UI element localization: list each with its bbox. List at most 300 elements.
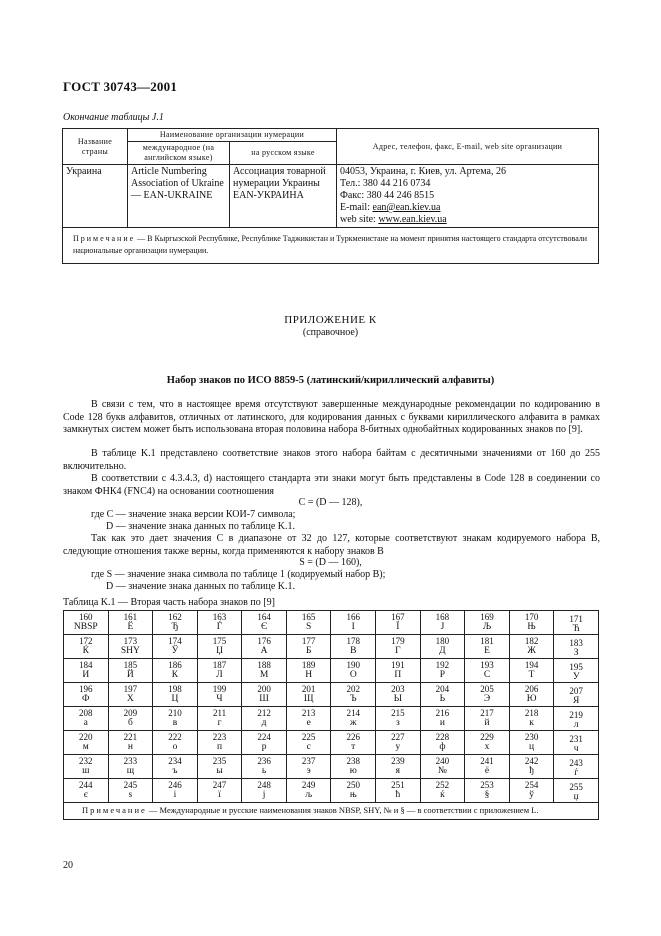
charset-cell — [153, 755, 198, 779]
char-glyph: о — [172, 742, 178, 752]
charset-cell — [197, 611, 242, 635]
charset-cell — [108, 659, 153, 683]
char-code: 189 — [301, 660, 316, 670]
charset-cell — [108, 635, 153, 659]
char-code: 186 — [168, 660, 182, 670]
charset-cell — [64, 611, 109, 635]
charset-cell — [554, 611, 599, 635]
charset-cell — [509, 659, 554, 683]
char-code: 212 — [257, 708, 271, 718]
table-row — [64, 779, 599, 803]
char-code: 251 — [391, 780, 405, 790]
char-code: 165 — [301, 612, 316, 622]
char-code: 174 — [168, 636, 182, 646]
char-glyph: й — [484, 718, 490, 728]
char-code: 173 — [123, 636, 138, 646]
char-code: 167 — [391, 612, 405, 622]
charset-cell — [554, 635, 599, 659]
char-glyph: Б — [305, 646, 312, 656]
char-code: 176 — [257, 636, 271, 646]
char-code: 216 — [435, 708, 450, 718]
char-glyph: л — [573, 720, 579, 730]
char-glyph: ж — [349, 718, 357, 728]
char-code: 254 — [524, 780, 539, 790]
char-code: 160 — [79, 612, 93, 622]
charset-cell — [420, 635, 465, 659]
header-country: Название страны — [63, 129, 128, 165]
header-russian: на русском языке — [230, 142, 337, 165]
char-glyph: і — [173, 790, 177, 800]
char-code: 185 — [123, 660, 138, 670]
charset-cell — [64, 731, 109, 755]
char-code: 240 — [435, 756, 450, 766]
char-glyph: р — [261, 742, 267, 752]
char-code: 194 — [524, 660, 539, 670]
char-glyph: Х — [126, 694, 134, 704]
charset-cell — [376, 707, 421, 731]
char-code: 244 — [79, 780, 93, 790]
char-glyph: З — [573, 648, 579, 658]
charset-cell — [108, 707, 153, 731]
charset-cell — [242, 779, 287, 803]
fax-line: Факс: 380 44 246 8515 — [340, 190, 435, 201]
paragraph-3: В соответствии с 4.3.4.3, d) настоящего стандарта эти знаки могут быть представлены в Code 128 в соединении со знаком ФНК4 (FNC4) на основании соотношения — [63, 473, 600, 497]
charset-cell — [242, 731, 287, 755]
char-glyph: А — [260, 646, 268, 656]
char-glyph: ф — [439, 742, 446, 752]
char-code: 250 — [346, 780, 360, 790]
charset-cell — [509, 683, 554, 707]
charset-cell — [286, 707, 331, 731]
charset-cell — [554, 659, 599, 683]
charset-cell — [153, 707, 198, 731]
formula-2-where-d: D — значение знака данных по таблице K.1. — [106, 581, 295, 592]
charset-cell — [64, 707, 109, 731]
charset-cell — [242, 707, 287, 731]
char-glyph: Ў — [171, 646, 179, 656]
char-glyph: Л — [216, 670, 223, 680]
char-code: 211 — [212, 708, 227, 718]
charset-cell — [286, 635, 331, 659]
appendix-title: ПРИЛОЖЕНИЕ К — [284, 314, 377, 326]
char-glyph: њ — [349, 790, 357, 800]
charset-cell — [197, 707, 242, 731]
char-code: 226 — [346, 732, 360, 742]
charset-cell — [376, 659, 421, 683]
char-glyph: S — [306, 622, 312, 632]
char-code: 227 — [391, 732, 405, 742]
table-row — [64, 635, 599, 659]
char-glyph: У — [572, 672, 580, 682]
table-row — [64, 659, 599, 683]
char-code: 196 — [79, 684, 93, 694]
charset-cell — [108, 779, 153, 803]
char-glyph: Ж — [527, 646, 536, 656]
char-code: 171 — [569, 614, 583, 624]
char-glyph: SHY — [120, 646, 140, 656]
char-glyph: ю — [349, 766, 357, 776]
charset-cell — [197, 659, 242, 683]
char-glyph: О — [349, 670, 357, 680]
web-line — [340, 214, 595, 226]
char-code: 180 — [435, 636, 450, 646]
char-code: 217 — [480, 708, 494, 718]
char-code: 166 — [346, 612, 360, 622]
char-code: 234 — [168, 756, 182, 766]
charset-cell — [64, 635, 109, 659]
charset-cell — [331, 731, 376, 755]
table-row — [64, 755, 599, 779]
char-code: 208 — [79, 708, 93, 718]
char-glyph: Щ — [303, 694, 314, 704]
charset-cell — [420, 611, 465, 635]
charset-cell — [64, 659, 109, 683]
charset-cell — [331, 707, 376, 731]
char-glyph: Я — [573, 696, 580, 706]
char-code: 195 — [569, 662, 583, 672]
table-continuation-label: Окончание таблицы J.1 — [63, 112, 164, 123]
charset-cell — [153, 635, 198, 659]
char-glyph: т — [351, 742, 356, 752]
formula-1-where-c: где C — значение знака версии КОИ-7 символа; — [91, 509, 296, 520]
char-code: 190 — [346, 660, 360, 670]
charset-cell — [420, 659, 465, 683]
char-glyph: Џ — [216, 646, 223, 656]
char-glyph: Њ — [527, 622, 536, 632]
char-glyph: г — [217, 718, 222, 728]
char-code: 255 — [569, 782, 583, 792]
appendix-subtitle: (справочное) — [302, 327, 359, 338]
charset-cell — [331, 779, 376, 803]
paragraph-1: В связи с тем, что в настоящее время отсутствуют завершенные международные рекомендации по кодированию в Code 128 букв алфавитов, отличных от латинского, для кодирования данных с буквами кириллического алфавита в рамках замкнутых систем может быть использована вторая половина набора 8-битных однобайтных кодированных знаков по [9]. — [63, 399, 600, 435]
charset-cell — [331, 635, 376, 659]
char-glyph: Ю — [526, 694, 537, 704]
char-code: 248 — [257, 780, 271, 790]
charset-cell — [108, 683, 153, 707]
char-glyph: я — [395, 766, 401, 776]
table-note — [63, 228, 599, 264]
charset-cell — [108, 611, 153, 635]
charset-cell — [376, 611, 421, 635]
char-glyph: s — [128, 790, 133, 800]
table-row — [64, 683, 599, 707]
char-glyph: J — [440, 622, 445, 632]
table-k1-caption: Таблица K.1 — Вторая часть набора знаков по [9] — [63, 597, 275, 608]
char-glyph: ђ — [529, 766, 534, 776]
charset-cell — [242, 611, 287, 635]
charset-cell — [509, 755, 554, 779]
email-line — [340, 202, 595, 214]
char-glyph: Ц — [171, 694, 179, 704]
char-code: 242 — [524, 756, 539, 766]
charset-cell — [420, 755, 465, 779]
char-code: 203 — [391, 684, 405, 694]
char-glyph: Е — [484, 646, 490, 656]
char-code: 219 — [569, 710, 583, 720]
char-glyph: И — [82, 670, 90, 680]
char-glyph: ё — [484, 766, 490, 776]
char-glyph: љ — [305, 790, 313, 800]
table-row — [64, 611, 599, 635]
char-code: 198 — [168, 684, 182, 694]
char-code: 228 — [435, 732, 450, 742]
address-line: 04053, Украина, г. Киев, ул. Артема, 26 — [340, 166, 506, 177]
char-glyph: Т — [528, 670, 535, 680]
table-k1-note — [64, 803, 599, 820]
char-glyph: К — [171, 670, 179, 680]
charset-cell — [376, 731, 421, 755]
char-code: 182 — [524, 636, 539, 646]
web-link[interactable]: www.ean.kiev.ua — [378, 214, 447, 225]
char-code: 163 — [212, 612, 227, 622]
char-code: 207 — [569, 686, 583, 696]
formula-2: S = (D — 160), — [299, 557, 362, 568]
charset-cell — [242, 659, 287, 683]
char-code: 206 — [524, 684, 539, 694]
char-glyph: I — [351, 622, 355, 632]
char-glyph: э — [306, 766, 311, 776]
char-code: 199 — [212, 684, 227, 694]
char-glyph: ы — [216, 766, 223, 776]
charset-cell — [420, 683, 465, 707]
char-code: 213 — [301, 708, 316, 718]
char-glyph: Ђ — [171, 622, 179, 632]
charset-cell — [376, 779, 421, 803]
charset-cell — [286, 659, 331, 683]
charset-cell — [376, 683, 421, 707]
char-code: 246 — [168, 780, 182, 790]
charset-cell — [153, 683, 198, 707]
email-link[interactable]: ean@ean.kiev.ua — [372, 202, 441, 213]
paragraph-4: Так как это дает значения C в диапазоне от 32 до 127, которые соответствуют знакам кодируемого набора B, следующие отношения также верны, когда применяются к набору знаков B — [63, 533, 600, 557]
charset-cell — [331, 611, 376, 635]
formula-1-where-d: D — значение знака данных по таблице K.1. — [106, 521, 295, 532]
charset-cell — [465, 707, 510, 731]
charset-cell — [64, 779, 109, 803]
char-glyph: ч — [573, 744, 579, 754]
header-org-name: Наименование организации нумерации — [128, 129, 337, 142]
charset-cell — [554, 683, 599, 707]
char-glyph: џ — [573, 792, 579, 802]
char-glyph: Э — [483, 694, 491, 704]
document-header-title: ГОСТ 30743—2001 — [63, 79, 178, 94]
char-glyph: Ћ — [572, 624, 580, 634]
header-address: Адрес, телефон, факс, E-mail, web site организации — [337, 129, 599, 165]
charset-cell — [242, 755, 287, 779]
numbering-organizations-table — [62, 128, 599, 264]
char-glyph: § — [484, 790, 490, 800]
char-glyph: Р — [439, 670, 446, 680]
char-glyph: Ш — [259, 694, 269, 704]
char-code: 200 — [257, 684, 271, 694]
charset-cell — [509, 731, 554, 755]
table-row — [63, 165, 599, 228]
charset-cell — [465, 635, 510, 659]
charset-cell — [554, 755, 599, 779]
charset-cell — [286, 611, 331, 635]
charset-cell — [153, 779, 198, 803]
char-glyph: Н — [305, 670, 313, 680]
char-code: 164 — [257, 612, 271, 622]
char-code: 193 — [480, 660, 494, 670]
char-glyph: ў — [529, 790, 534, 800]
charset-cell — [197, 755, 242, 779]
char-glyph: х — [484, 742, 490, 752]
char-glyph: Ї — [396, 622, 400, 632]
char-code: 179 — [391, 636, 405, 646]
char-glyph: ц — [529, 742, 535, 752]
char-code: 215 — [391, 708, 405, 718]
char-glyph: С — [483, 670, 491, 680]
char-glyph: Ќ — [82, 646, 89, 656]
char-glyph: с — [306, 742, 311, 752]
char-code: 161 — [123, 612, 138, 622]
char-glyph: в — [172, 718, 178, 728]
charset-cell — [376, 755, 421, 779]
charset-table-k1 — [63, 610, 599, 820]
web-label: web site: — [340, 214, 379, 225]
char-code: 184 — [79, 660, 93, 670]
char-code: 235 — [212, 756, 227, 766]
char-code: 243 — [569, 758, 583, 768]
cell-country: Украина — [63, 165, 128, 228]
char-code: 237 — [301, 756, 316, 766]
charset-cell — [509, 611, 554, 635]
charset-cell — [286, 731, 331, 755]
char-code: 188 — [257, 660, 271, 670]
cell-russian: Ассоциация товарной нумерации Украины EAN-УКРАИНА — [230, 165, 337, 228]
char-code: 238 — [346, 756, 360, 766]
char-glyph: Ы — [393, 694, 402, 704]
char-code: 224 — [257, 732, 271, 742]
char-code: 232 — [79, 756, 93, 766]
paragraph-2: В таблице K.1 представлено соответствие знаков этого набора байтам с десятичными значениями от 160 до 255 включительно. — [63, 448, 600, 472]
char-code: 169 — [480, 612, 494, 622]
charset-cell — [420, 731, 465, 755]
charset-cell — [108, 731, 153, 755]
char-glyph: м — [82, 742, 89, 752]
charset-cell — [286, 755, 331, 779]
char-glyph: и — [439, 718, 445, 728]
phone-line: Тел.: 380 44 216 0734 — [340, 178, 431, 189]
charset-cell — [331, 683, 376, 707]
char-glyph: ћ — [395, 790, 401, 800]
section-heading: Набор знаков по ИСО 8859-5 (латинский/кириллический алфавиты) — [166, 375, 495, 386]
char-glyph: Ч — [216, 694, 223, 704]
char-glyph: ш — [82, 766, 90, 776]
char-code: 221 — [123, 732, 138, 742]
char-code: 177 — [301, 636, 316, 646]
char-glyph: Г — [395, 646, 401, 656]
charset-cell — [376, 635, 421, 659]
cell-address — [337, 165, 599, 228]
char-code: 192 — [435, 660, 450, 670]
charset-cell — [509, 707, 554, 731]
charset-cell — [242, 683, 287, 707]
char-glyph: № — [437, 766, 447, 776]
char-glyph: Ь — [439, 694, 446, 704]
char-code: 175 — [212, 636, 227, 646]
char-glyph: б — [127, 718, 133, 728]
charset-cell — [509, 779, 554, 803]
char-code: 229 — [480, 732, 494, 742]
charset-cell — [554, 707, 599, 731]
char-code: 205 — [480, 684, 494, 694]
char-glyph: н — [127, 742, 133, 752]
char-code: 245 — [123, 780, 138, 790]
char-code: 183 — [569, 638, 583, 648]
charset-cell — [197, 779, 242, 803]
char-glyph: В — [350, 646, 357, 656]
char-code: 170 — [524, 612, 539, 622]
charset-cell — [64, 683, 109, 707]
charset-cell — [465, 755, 510, 779]
char-glyph: д — [261, 718, 267, 728]
char-code: 233 — [123, 756, 138, 766]
charset-cell — [465, 731, 510, 755]
charset-cell — [465, 611, 510, 635]
char-code: 172 — [79, 636, 93, 646]
charset-cell — [554, 779, 599, 803]
charset-cell — [465, 779, 510, 803]
charset-cell — [465, 659, 510, 683]
char-code: 225 — [301, 732, 316, 742]
note-label: Примечание — [82, 805, 147, 815]
charset-cell — [197, 635, 242, 659]
char-code: 222 — [168, 732, 182, 742]
charset-cell — [197, 731, 242, 755]
char-glyph: Є — [260, 622, 268, 632]
char-glyph: щ — [126, 766, 135, 776]
charset-cell — [286, 683, 331, 707]
char-code: 231 — [569, 734, 583, 744]
char-glyph: ь — [261, 766, 267, 776]
char-code: 249 — [301, 780, 316, 790]
char-code: 181 — [480, 636, 494, 646]
char-code: 204 — [435, 684, 450, 694]
char-glyph: е — [306, 718, 311, 728]
char-code: 239 — [391, 756, 405, 766]
char-code: 197 — [123, 684, 138, 694]
table-row — [64, 731, 599, 755]
charset-cell — [331, 659, 376, 683]
char-code: 209 — [123, 708, 138, 718]
char-code: 241 — [480, 756, 494, 766]
formula-2-where-s: где S — значение знака символа по таблице 1 (кодируемый набор B); — [91, 569, 386, 580]
char-glyph: ї — [218, 790, 221, 800]
charset-cell — [153, 611, 198, 635]
char-glyph: М — [259, 670, 269, 680]
char-code: 218 — [524, 708, 539, 718]
charset-cell — [331, 755, 376, 779]
table-row — [64, 707, 599, 731]
charset-cell — [465, 683, 510, 707]
char-glyph: ъ — [172, 766, 178, 776]
char-code: 162 — [168, 612, 182, 622]
char-code: 210 — [168, 708, 182, 718]
char-code: 230 — [524, 732, 539, 742]
char-code: 236 — [257, 756, 271, 766]
char-glyph: а — [83, 718, 88, 728]
char-glyph: п — [216, 742, 223, 752]
charset-cell — [509, 635, 554, 659]
char-glyph: є — [83, 790, 88, 800]
char-glyph: ѓ — [574, 768, 579, 778]
char-code: 178 — [346, 636, 360, 646]
char-code: 191 — [391, 660, 405, 670]
char-glyph: Ъ — [349, 694, 357, 704]
charset-cell — [64, 755, 109, 779]
